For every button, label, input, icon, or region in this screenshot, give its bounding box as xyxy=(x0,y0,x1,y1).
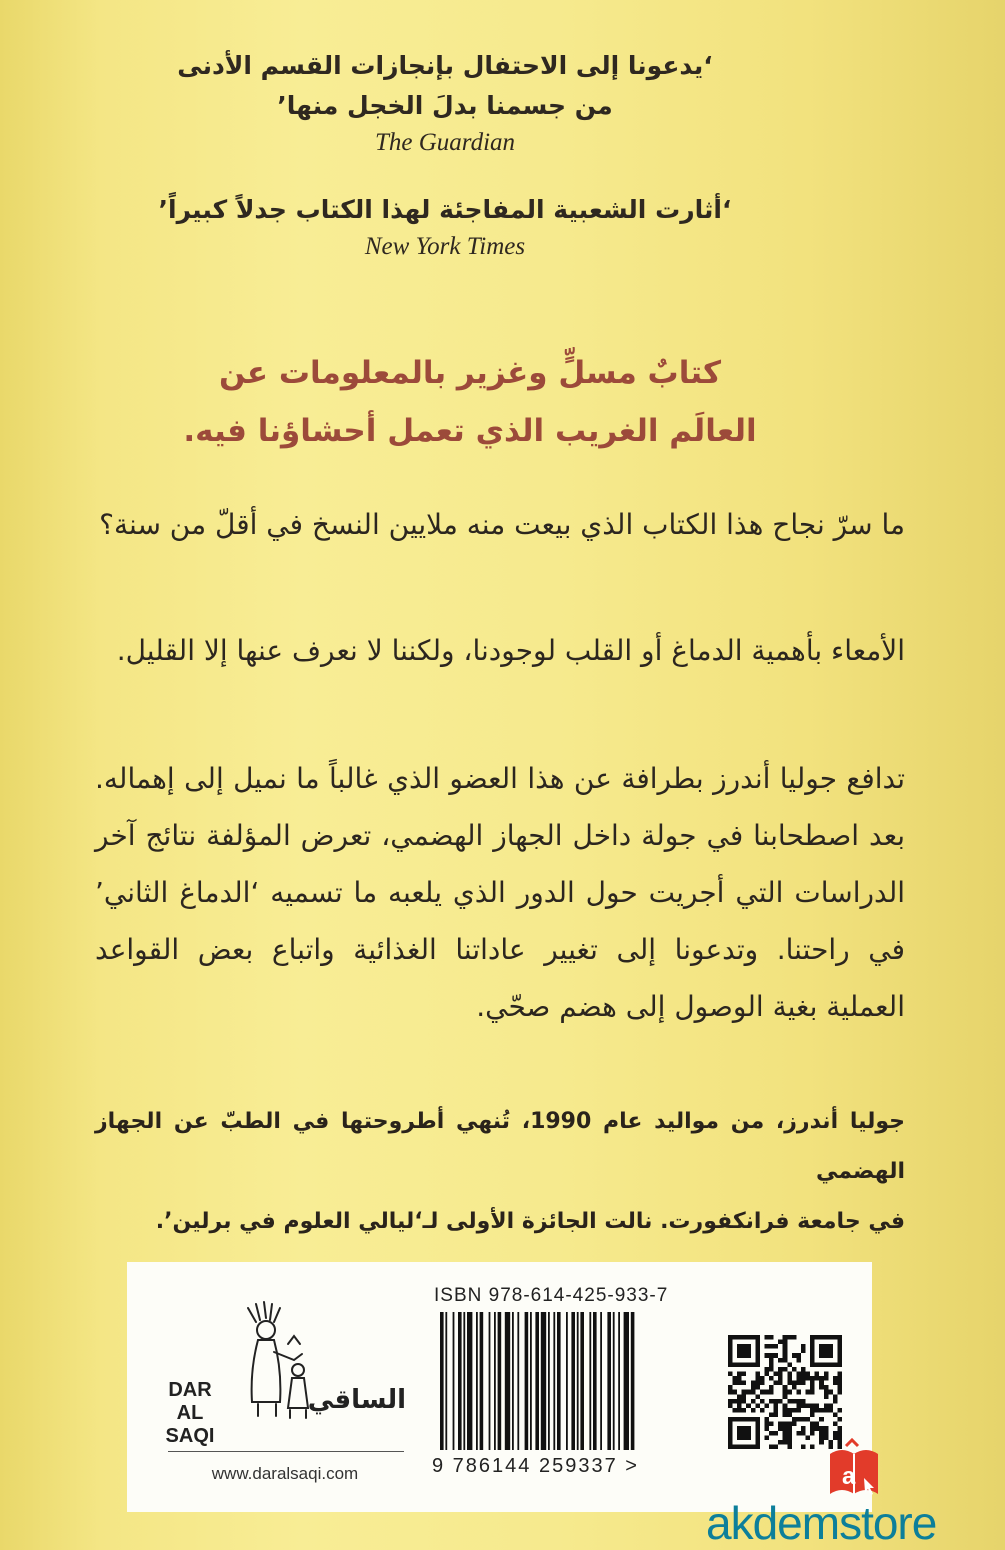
qr-module xyxy=(733,1376,738,1381)
barcode-bar xyxy=(517,1312,519,1450)
qr-module xyxy=(760,1390,765,1395)
qr-module xyxy=(787,1399,792,1404)
qr-module xyxy=(810,1362,842,1367)
qr-module xyxy=(792,1399,797,1404)
quote-line: ‘أثارت الشعبية المفاجئة لهذا الكتاب جدلاً كبيراً’ xyxy=(158,195,732,224)
qr-module xyxy=(810,1422,815,1427)
qr-module xyxy=(742,1381,747,1386)
barcode-bar xyxy=(440,1312,444,1450)
qr-module xyxy=(815,1408,820,1413)
qr-module xyxy=(737,1376,742,1381)
barcode-bar xyxy=(593,1312,597,1450)
review-quote-guardian xyxy=(150,46,740,160)
qr-module xyxy=(824,1376,829,1381)
qr-module xyxy=(728,1335,733,1367)
qr-module xyxy=(783,1403,788,1408)
qr-module xyxy=(751,1399,756,1404)
barcode-bar xyxy=(494,1312,496,1450)
barcode-bar xyxy=(577,1312,579,1450)
barcode-bar xyxy=(525,1312,529,1450)
qr-module xyxy=(751,1390,756,1395)
qr-module xyxy=(764,1435,769,1440)
barcode-bar xyxy=(589,1312,591,1450)
qr-module xyxy=(787,1408,792,1413)
qr-module xyxy=(760,1381,765,1386)
qr-code-icon xyxy=(728,1335,842,1449)
qr-module xyxy=(787,1440,792,1445)
barcode-bar xyxy=(512,1312,514,1450)
qr-module xyxy=(787,1371,792,1376)
qr-module xyxy=(778,1440,783,1445)
qr-module xyxy=(810,1403,815,1408)
qr-module xyxy=(796,1353,801,1358)
qr-module xyxy=(760,1399,765,1404)
qr-module xyxy=(769,1390,774,1395)
qr-module xyxy=(819,1381,824,1386)
barcode-bar xyxy=(458,1312,462,1450)
qr-module xyxy=(824,1385,829,1390)
barcode-bar xyxy=(557,1312,561,1450)
qr-module xyxy=(806,1435,811,1440)
qr-module xyxy=(783,1435,788,1440)
isbn-number: ISBN 978-614-425-933-7 xyxy=(434,1285,669,1306)
qr-module xyxy=(819,1417,824,1422)
barcode-bar xyxy=(467,1312,472,1450)
qr-module xyxy=(783,1340,788,1345)
barcode-bar xyxy=(480,1312,484,1450)
qr-module xyxy=(787,1376,792,1381)
qr-module xyxy=(783,1413,788,1418)
quote-source: New York Times xyxy=(364,233,526,260)
qr-module xyxy=(815,1376,820,1381)
qr-module xyxy=(742,1371,747,1376)
qr-module xyxy=(792,1408,797,1413)
qr-module xyxy=(837,1376,842,1381)
qr-module xyxy=(746,1390,751,1395)
qr-module xyxy=(778,1399,783,1404)
qr-module xyxy=(751,1381,756,1386)
qr-module xyxy=(833,1422,838,1427)
qr-module xyxy=(810,1335,842,1340)
qr-module xyxy=(755,1381,760,1386)
qr-module xyxy=(783,1385,788,1390)
barcode-bar xyxy=(505,1312,510,1450)
qr-module xyxy=(810,1426,815,1431)
barcode-bar xyxy=(476,1312,478,1450)
qr-module xyxy=(737,1394,742,1399)
qr-module xyxy=(764,1344,769,1349)
tagline-line: كتابٌ مسلٍّ وغزير بالمعلومات عن xyxy=(218,355,722,391)
qr-module xyxy=(796,1381,801,1386)
blurb-paragraph: تدافع جوليا أندرز بطرافة عن هذا العضو الذي غالباً ما نميل إلى إهماله. بعد اصطحابنا في جولة داخل الجهاز الهضمي، تعرض المؤلفة نتائج آخر الدراسات التي أجريت حول الدور الذي يلعبه ما تسميه ‘الدماغ الثاني’ في راحتنا. وتدعونا إلى تغيير عاداتنا الغذائية واتباع بعض القواعد العملية بغية الوصول إلى هضم صحّي. xyxy=(95,762,905,1023)
barcode-bar xyxy=(453,1312,455,1450)
qr-module xyxy=(810,1408,815,1413)
qr-module xyxy=(769,1376,774,1381)
qr-module xyxy=(751,1408,756,1413)
blurb xyxy=(95,622,905,679)
qr-module xyxy=(774,1371,779,1376)
qr-module xyxy=(837,1385,842,1390)
qr-module xyxy=(783,1344,788,1349)
barcode-icon xyxy=(440,1312,680,1450)
divider xyxy=(168,1451,404,1452)
qr-module xyxy=(796,1403,801,1408)
blurb xyxy=(95,750,905,1035)
qr-module xyxy=(728,1385,733,1390)
qr-module xyxy=(742,1399,747,1404)
publisher-website-link[interactable]: www.daralsaqi.com xyxy=(211,1464,359,1483)
qr-module xyxy=(733,1381,738,1386)
qr-module xyxy=(778,1340,783,1345)
qr-module xyxy=(815,1403,820,1408)
qr-module xyxy=(819,1376,824,1381)
barcode-bar xyxy=(600,1312,602,1450)
qr-module xyxy=(783,1440,788,1445)
barcode-bar xyxy=(624,1312,629,1450)
qr-module xyxy=(837,1426,842,1431)
qr-module xyxy=(837,1431,842,1436)
quote-source: The Guardian xyxy=(374,129,516,156)
barcode-bar xyxy=(463,1312,465,1450)
qr-module xyxy=(769,1385,774,1390)
qr-module xyxy=(778,1376,783,1381)
qr-module xyxy=(810,1413,815,1418)
qr-module xyxy=(774,1408,779,1413)
publisher-name-en xyxy=(150,1379,230,1448)
barcode-bar xyxy=(566,1312,568,1450)
qr-module xyxy=(769,1344,774,1349)
barcode-bar xyxy=(631,1312,635,1450)
store-watermark-logo: akdemstore xyxy=(706,1497,937,1549)
qr-module xyxy=(728,1335,760,1340)
blurb-paragraph: ما سرّ نجاح هذا الكتاب الذي بيعت منه ملايين النسخ في أقلّ من سنة؟ xyxy=(99,508,905,541)
qr-module xyxy=(810,1376,815,1381)
qr-module xyxy=(764,1426,769,1431)
qr-module xyxy=(792,1381,797,1386)
qr-module xyxy=(824,1431,829,1436)
publisher-name-line: DAR xyxy=(168,1379,212,1401)
qr-module xyxy=(819,1344,833,1358)
barcode-bar xyxy=(580,1312,584,1450)
qr-module xyxy=(824,1390,829,1395)
qr-module xyxy=(764,1371,769,1376)
qr-module xyxy=(760,1376,765,1381)
qr-module xyxy=(810,1431,815,1436)
qr-module xyxy=(837,1381,842,1386)
qr-module xyxy=(819,1385,824,1390)
qr-module xyxy=(774,1403,779,1408)
qr-module xyxy=(801,1367,806,1372)
qr-module xyxy=(764,1422,769,1427)
barcode-bar xyxy=(445,1312,447,1450)
qr-module xyxy=(837,1408,842,1413)
qr-module xyxy=(728,1444,760,1449)
qr-module xyxy=(828,1408,833,1413)
qr-module xyxy=(801,1381,806,1386)
qr-module xyxy=(778,1358,783,1363)
barcode-bar xyxy=(553,1312,555,1450)
qr-module xyxy=(806,1376,811,1381)
qr-module xyxy=(824,1426,829,1431)
qr-module xyxy=(769,1431,774,1436)
qr-module xyxy=(774,1431,779,1436)
qr-module xyxy=(769,1422,774,1427)
qr-module xyxy=(737,1408,742,1413)
qr-module xyxy=(796,1390,801,1395)
qr-module xyxy=(733,1399,738,1404)
blurb-paragraph: الأمعاء بأهمية الدماغ أو القلب لوجودنا، ولكننا لا نعرف عنها إلا القليل. xyxy=(116,634,905,667)
qr-module xyxy=(755,1394,760,1399)
qr-module xyxy=(787,1362,792,1367)
qr-module xyxy=(769,1413,774,1418)
qr-module xyxy=(774,1353,779,1358)
qr-module xyxy=(769,1335,774,1340)
qr-module xyxy=(787,1381,792,1386)
qr-module xyxy=(755,1417,760,1449)
qr-module xyxy=(801,1426,806,1431)
qr-module xyxy=(760,1408,765,1413)
qr-module xyxy=(783,1358,788,1363)
barcode-bar xyxy=(498,1312,502,1450)
author-bio-line: جوليا أندرز، من مواليد عام 1990، تُنهي أطروحتها في الطبّ عن الجهاز الهضمي xyxy=(95,1109,905,1184)
qr-module xyxy=(742,1408,747,1413)
qr-module xyxy=(833,1413,838,1418)
qr-module xyxy=(806,1390,811,1395)
qr-module xyxy=(819,1426,824,1431)
qr-module xyxy=(764,1417,769,1422)
qr-module xyxy=(774,1413,779,1418)
qr-module xyxy=(792,1385,797,1390)
qr-module xyxy=(787,1431,792,1436)
qr-module xyxy=(769,1362,774,1367)
qr-module xyxy=(833,1399,838,1404)
qr-module xyxy=(787,1335,792,1340)
qr-module xyxy=(806,1371,811,1376)
qr-module xyxy=(801,1371,806,1376)
qr-module xyxy=(755,1376,760,1381)
qr-module xyxy=(792,1417,797,1422)
qr-module xyxy=(746,1403,751,1408)
qr-module xyxy=(824,1408,829,1413)
qr-module xyxy=(787,1435,792,1440)
barcode-bar xyxy=(530,1312,532,1450)
qr-module xyxy=(733,1390,738,1395)
qr-module xyxy=(787,1413,792,1418)
author-bio xyxy=(95,1097,905,1247)
qr-module xyxy=(764,1390,769,1395)
qr-module xyxy=(737,1381,742,1386)
qr-module xyxy=(778,1381,783,1386)
qr-module xyxy=(833,1376,838,1381)
barcode-bar xyxy=(618,1312,620,1450)
qr-module xyxy=(755,1335,760,1367)
qr-module xyxy=(792,1353,797,1358)
qr-module xyxy=(810,1444,815,1449)
barcode-bar xyxy=(613,1312,615,1450)
qr-module xyxy=(815,1426,820,1431)
qr-module xyxy=(796,1408,801,1413)
qr-module xyxy=(801,1444,806,1449)
qr-module xyxy=(833,1381,838,1386)
barcode-digits: 9 786144 259337 > xyxy=(432,1455,639,1477)
qr-module xyxy=(833,1431,838,1436)
qr-module xyxy=(810,1335,815,1367)
barcode-bar xyxy=(571,1312,575,1450)
qr-module xyxy=(833,1394,838,1399)
qr-module xyxy=(824,1371,829,1376)
qr-module xyxy=(774,1381,779,1386)
qr-module xyxy=(801,1376,806,1381)
blurb xyxy=(95,496,905,553)
qr-module xyxy=(787,1426,792,1431)
qr-module xyxy=(815,1422,820,1427)
qr-module xyxy=(764,1335,769,1340)
qr-module xyxy=(755,1385,760,1390)
qr-module xyxy=(769,1358,774,1363)
qr-module xyxy=(733,1408,738,1413)
qr-module xyxy=(764,1353,769,1358)
qr-module xyxy=(728,1371,733,1376)
tagline xyxy=(170,344,770,460)
qr-module xyxy=(755,1371,760,1376)
qr-module xyxy=(769,1367,774,1372)
qr-module xyxy=(728,1403,733,1408)
barcode-bar xyxy=(541,1312,546,1450)
qr-module xyxy=(815,1371,820,1376)
qr-module xyxy=(837,1335,842,1367)
qr-module xyxy=(801,1349,806,1354)
qr-module xyxy=(783,1335,788,1340)
barcode-bar xyxy=(607,1312,611,1450)
tagline-line: العالَم الغريب الذي تعمل أحشاؤنا فيه. xyxy=(183,413,757,449)
qr-module xyxy=(810,1390,815,1395)
qr-module xyxy=(737,1344,751,1358)
qr-module xyxy=(783,1349,788,1354)
qr-module xyxy=(801,1403,806,1408)
quote-line: من جسمنا بدلَ الخجل منها’ xyxy=(277,91,613,120)
qr-module xyxy=(796,1417,801,1422)
barcode-bar xyxy=(535,1312,539,1450)
qr-module xyxy=(728,1399,733,1404)
qr-module xyxy=(819,1431,824,1436)
qr-module xyxy=(769,1399,774,1404)
publisher-name-line: AL SAQI xyxy=(165,1402,215,1447)
qr-module xyxy=(828,1403,833,1408)
qr-module xyxy=(796,1376,801,1381)
qr-module xyxy=(824,1403,829,1408)
qr-module xyxy=(755,1403,760,1408)
qr-module xyxy=(783,1422,788,1427)
publisher-name-ar: الساقي xyxy=(307,1385,406,1415)
qr-module xyxy=(806,1403,811,1408)
qr-module xyxy=(796,1358,801,1363)
qr-module xyxy=(819,1408,824,1413)
qr-module xyxy=(787,1422,792,1427)
qr-module xyxy=(792,1335,797,1340)
qr-module xyxy=(774,1344,779,1349)
qr-module xyxy=(792,1367,797,1372)
review-quote-nyt xyxy=(150,190,740,264)
qr-module xyxy=(751,1385,756,1390)
qr-module xyxy=(778,1371,783,1376)
store-icon-letter: a xyxy=(842,1463,856,1490)
qr-module xyxy=(737,1399,742,1404)
barcode-bar xyxy=(548,1312,550,1450)
barcode-bar xyxy=(489,1312,491,1450)
qr-module xyxy=(801,1399,806,1404)
qr-module xyxy=(783,1431,788,1436)
qr-module xyxy=(837,1390,842,1395)
qr-module xyxy=(787,1444,792,1449)
qr-module xyxy=(796,1431,801,1436)
qr-module xyxy=(787,1390,792,1395)
book-cart-icon xyxy=(820,1438,888,1502)
qr-module xyxy=(769,1353,774,1358)
qr-module xyxy=(796,1399,801,1404)
qr-module xyxy=(792,1422,797,1427)
qr-module xyxy=(810,1381,815,1386)
qr-module xyxy=(764,1403,769,1408)
qr-module xyxy=(737,1371,742,1376)
qr-module xyxy=(783,1408,788,1413)
qr-module xyxy=(778,1426,783,1431)
qr-module xyxy=(783,1394,788,1399)
qr-module xyxy=(742,1390,747,1395)
qr-module xyxy=(801,1344,806,1349)
qr-module xyxy=(728,1417,733,1449)
qr-module xyxy=(769,1444,774,1449)
quote-line: ‘يدعونا إلى الاحتفال بإنجازات القسم الأدنى xyxy=(177,51,713,80)
qr-module xyxy=(778,1367,783,1372)
qr-module xyxy=(774,1444,779,1449)
qr-module xyxy=(783,1367,788,1372)
qr-module xyxy=(764,1367,769,1372)
qr-module xyxy=(837,1417,842,1422)
author-bio-line: في جامعة فرانكفورت. نالت الجائزة الأولى لـ‘ليالي العلوم في برلين’. xyxy=(155,1209,905,1234)
qr-module xyxy=(801,1431,806,1436)
qr-module xyxy=(737,1426,751,1440)
qr-module xyxy=(778,1422,783,1427)
qr-module xyxy=(828,1390,833,1395)
qr-module xyxy=(824,1394,829,1399)
qr-module xyxy=(801,1417,806,1422)
qr-module xyxy=(728,1417,760,1422)
qr-module xyxy=(837,1371,842,1376)
qr-module xyxy=(783,1426,788,1431)
qr-module xyxy=(742,1394,747,1399)
qr-module xyxy=(737,1403,742,1408)
qr-module xyxy=(728,1390,733,1395)
qr-module xyxy=(783,1353,788,1358)
qr-module xyxy=(783,1390,788,1395)
qr-module xyxy=(806,1417,811,1422)
qr-module xyxy=(810,1385,815,1390)
qr-module xyxy=(796,1371,801,1376)
qr-module xyxy=(774,1399,779,1404)
qr-module xyxy=(728,1362,760,1367)
